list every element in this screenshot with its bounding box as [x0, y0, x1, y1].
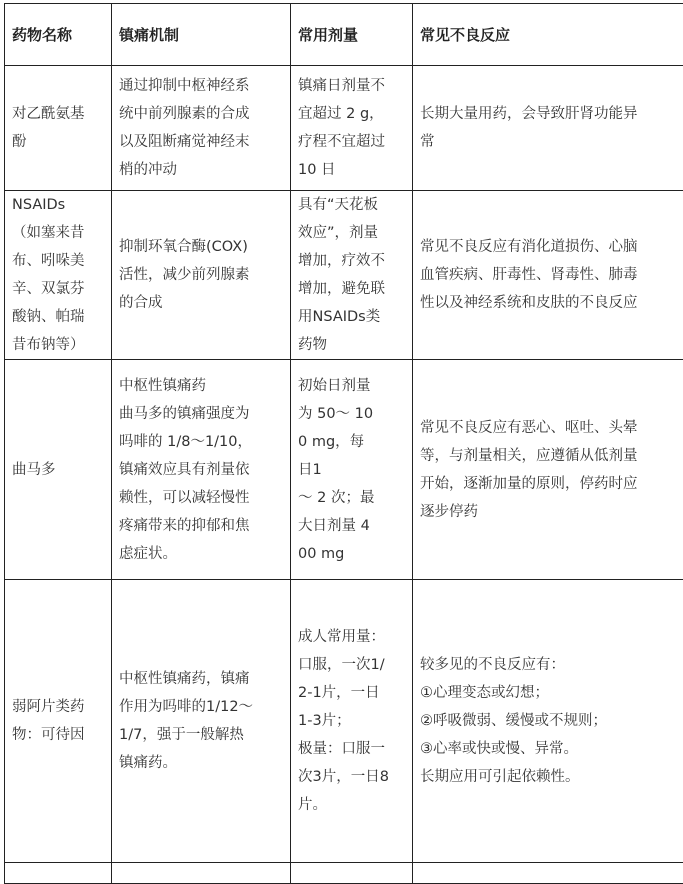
empty-cell — [413, 863, 683, 884]
drug-name-cell: 曲马多 — [5, 360, 112, 580]
mechanism-cell: 抑制环氧合酶(COX) 活性，减少前列腺素 的合成 — [112, 191, 291, 360]
analgesic-comparison-table — [4, 3, 683, 884]
empty-cell — [5, 863, 112, 884]
drug-name-cell: 弱阿片类药 物：可待因 — [5, 580, 112, 863]
table-row — [5, 360, 683, 580]
empty-cell — [112, 863, 291, 884]
drug-name-cell: NSAIDs （如塞来昔 布、吲哚美 辛、双氯芬 酸钠、帕瑞 昔布钠等） — [5, 191, 112, 360]
header-mechanism: 镇痛机制 — [112, 4, 291, 66]
table-header-row — [5, 4, 683, 66]
header-adverse-reactions: 常见不良反应 — [413, 4, 683, 66]
table-row-partial — [5, 863, 683, 884]
drug-name-cell: 对乙酰氨基 酚 — [5, 66, 112, 191]
header-dosage: 常用剂量 — [291, 4, 413, 66]
mechanism-cell: 通过抑制中枢神经系 统中前列腺素的合成 以及阻断痛觉神经末 梢的冲动 — [112, 66, 291, 191]
mechanism-cell: 中枢性镇痛药 曲马多的镇痛强度为 吗啡的 1/8～1/10， 镇痛效应具有剂量依 赖性，可以减轻慢性 疼痛带来的抑郁和焦 虑症状。 — [112, 360, 291, 580]
header-drug-name: 药物名称 — [5, 4, 112, 66]
dosage-cell: 具有“天花板 效应”，剂量 增加，疗效不 增加，避免联 用NSAIDs类 药物 — [291, 191, 413, 360]
dosage-cell: 成人常用量： 口服，一次1/ 2-1片，一日 1-3片； 极量：口服一 次3片，一日8 片。 — [291, 580, 413, 863]
dosage-cell: 镇痛日剂量不 宜超过 2 g， 疗程不宜超过 10 日 — [291, 66, 413, 191]
table-row — [5, 66, 683, 191]
empty-cell — [291, 863, 413, 884]
adverse-cell: 长期大量用药，会导致肝肾功能异 常 — [413, 66, 683, 191]
table-row — [5, 580, 683, 863]
adverse-cell: 常见不良反应有恶心、呕吐、头晕 等，与剂量相关，应遵循从低剂量 开始，逐渐加量的原则，停药时应 逐步停药 — [413, 360, 683, 580]
adverse-cell: 较多见的不良反应有： ①心理变态或幻想； ②呼吸微弱、缓慢或不规则； ③心率或快或慢、异常。 长期应用可引起依赖性。 — [413, 580, 683, 863]
table-row — [5, 191, 683, 360]
adverse-cell: 常见不良反应有消化道损伤、心脑 血管疾病、肝毒性、肾毒性、肺毒 性以及神经系统和皮肤的不良反应 — [413, 191, 683, 360]
dosage-cell: 初始日剂量 为 50～ 10 0 mg，每 日1 ～ 2 次；最 大日剂量 4 00 mg — [291, 360, 413, 580]
mechanism-cell: 中枢性镇痛药，镇痛 作用为吗啡的1/12～ 1/7，强于一般解热 镇痛药。 — [112, 580, 291, 863]
